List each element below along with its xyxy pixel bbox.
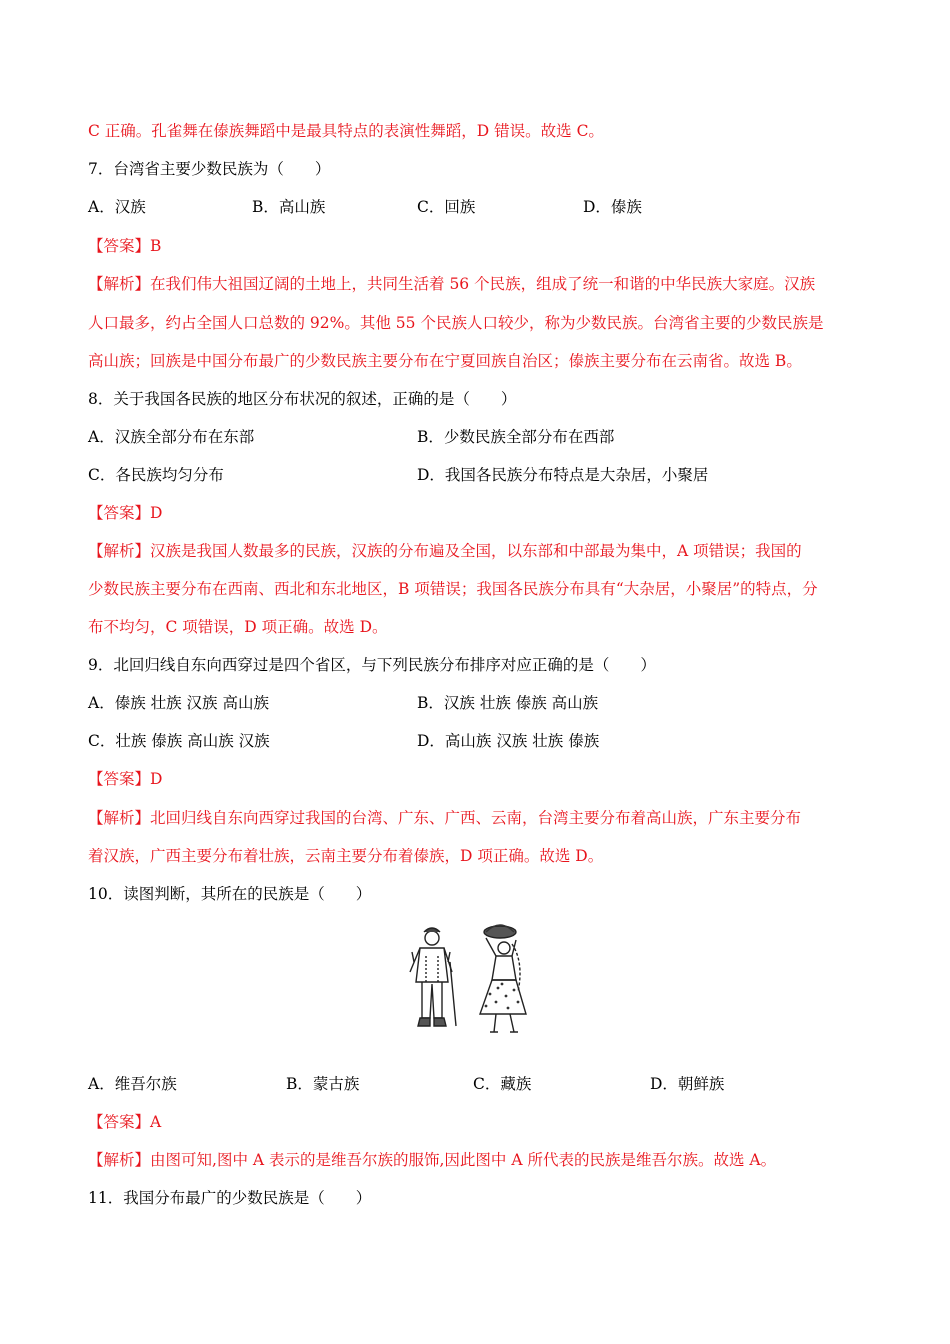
question-11-stem: 11．我国分布最广的少数民族是（ ）	[88, 1189, 372, 1207]
q9-option-b: B．汉族 壮族 傣族 高山族	[417, 694, 599, 712]
analysis-label: 【解析】	[88, 1151, 151, 1169]
q8-answer	[88, 503, 162, 523]
q9-analysis-line-1	[88, 808, 801, 828]
q7-option-a: A．汉族	[88, 198, 146, 216]
q10-answer	[88, 1112, 161, 1132]
answer-value: A	[150, 1113, 162, 1131]
woman-basket	[484, 926, 516, 938]
man-robe	[416, 948, 448, 982]
q8-analysis-line-2: 少数民族主要分布在西南、西北和东北地区，B 项错误；我国各民族分布具有“大杂居，小聚居”的特点，分	[88, 580, 818, 598]
q8-option-d: D．我国各民族分布特点是大杂居，小聚居	[417, 466, 709, 484]
q8-option-c: C．各民族均匀分布	[88, 466, 224, 484]
q9-answer	[88, 769, 162, 789]
q7-analysis-line-3: 高山族；回族是中国分布最广的少数民族主要分布在宁夏回族自治区；傣族主要分布在云南省。故选 B。	[88, 352, 802, 370]
q7-option-c: C．回族	[417, 198, 476, 216]
q9-option-d: D．高山族 汉族 壮族 傣族	[417, 732, 600, 750]
q9-analysis-line-2: 着汉族，广西主要分布着壮族，云南主要分布着傣族，D 项正确。故选 D。	[88, 847, 604, 865]
q7-option-b: B．高山族	[252, 198, 326, 216]
q9-option-c: C．壮族 傣族 高山族 汉族	[88, 732, 270, 750]
question-10-stem: 10．读图判断，其所在的民族是（ ）	[88, 885, 372, 903]
q7-answer	[88, 236, 161, 256]
answer-label: 【答案】	[88, 504, 151, 522]
q8-analysis-line-1	[88, 541, 802, 561]
woman-head	[498, 942, 510, 954]
q8-option-b: B．少数民族全部分布在西部	[417, 428, 615, 446]
analysis-text: 在我们伟大祖国辽阔的土地上，共同生活着 56 个民族，组成了统一和谐的中华民族大家庭。汉族	[150, 275, 816, 293]
answer-value: D	[150, 770, 163, 788]
analysis-text: 北回归线自东向西穿过我国的台湾、广东、广西、云南，台湾主要分布着高山族，广东主要分布	[150, 809, 802, 827]
q7-analysis-line-2: 人口最多，约占全国人口总数的 92%。其他 55 个民族人口较少，称为少数民族。台湾省主要的少数民族是	[88, 314, 824, 332]
man-head	[425, 931, 439, 945]
q7-option-d: D．傣族	[583, 198, 642, 216]
question-7-stem: 7．台湾省主要少数民族为（ ）	[88, 160, 331, 178]
question-8-stem: 8．关于我国各民族的地区分布状况的叙述，正确的是（ ）	[88, 390, 517, 408]
man-staff	[450, 962, 456, 1026]
analysis-text: 由图可知,图中 A 表示的是维吾尔族的服饰,因此图中 A 所代表的民族是维吾尔族。故选 A。	[150, 1151, 777, 1169]
q10-analysis-line-1	[88, 1150, 776, 1170]
analysis-label: 【解析】	[88, 542, 151, 560]
uyghur-costume-figure	[400, 922, 550, 1042]
q8-analysis-line-3: 布不均匀，C 项错误，D 项正确。故选 D。	[88, 618, 388, 636]
q10-option-d: D．朝鲜族	[650, 1075, 725, 1093]
answer-value: B	[150, 237, 162, 255]
q8-option-a: A．汉族全部分布在东部	[88, 428, 255, 446]
q10-option-b: B．蒙古族	[286, 1075, 360, 1093]
intro-text: C 正确。孔雀舞在傣族舞蹈中是最具特点的表演性舞蹈，D 错误。故选 C。	[88, 122, 604, 140]
answer-label: 【答案】	[88, 770, 151, 788]
q10-option-c: C．藏族	[473, 1075, 532, 1093]
answer-value: D	[150, 504, 163, 522]
answer-label: 【答案】	[88, 1113, 151, 1131]
analysis-label: 【解析】	[88, 275, 151, 293]
q7-analysis-line-1	[88, 274, 815, 294]
analysis-text: 汉族是我国人数最多的民族，汉族的分布遍及全国，以东部和中部最为集中，A 项错误；我国的	[150, 542, 802, 560]
q10-option-a: A．维吾尔族	[88, 1075, 177, 1093]
question-9-stem: 9．北回归线自东向西穿过是四个省区，与下列民族分布排序对应正确的是（ ）	[88, 656, 656, 674]
q9-option-a: A．傣族 壮族 汉族 高山族	[88, 694, 269, 712]
man-trousers	[422, 982, 442, 1018]
woman-bodice	[492, 956, 516, 980]
analysis-label: 【解析】	[88, 809, 151, 827]
answer-label: 【答案】	[88, 237, 151, 255]
